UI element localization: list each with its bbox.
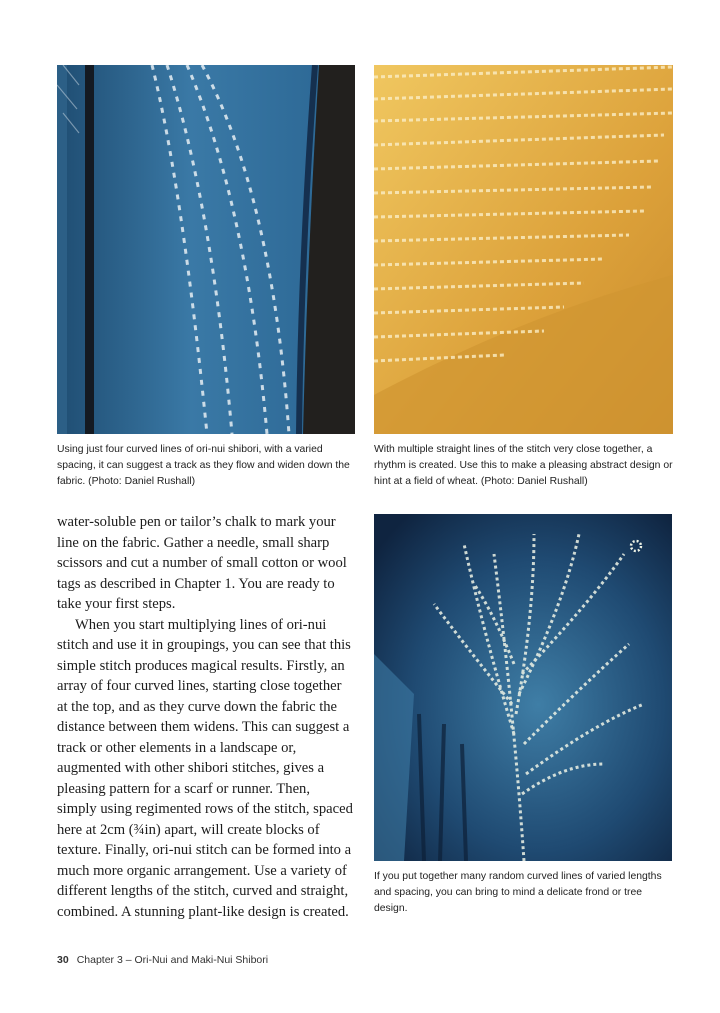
photo-indigo-curved-lines — [57, 65, 355, 434]
body-paragraph: When you start multiplying lines of ori-nui stitch and use it in groupings, you can see that this simple stitch produces magical results. Firstly, an array of four curved lines, starting close together at the top, and as they curve down the fabric the distance between them widens. This can suggest a track or other elements in a landscape or, augmented with other shibori stitches, gives a pleasing pattern for a scarf or runner. Then, simply using regimented rows of the stitch, spaced here at 2cm (¾in) apart, will create blocks of texture. Finally, ori-nui stitch can be formed into a much more organic arrangement. Use a variety of different lengths of the stitch, curved and straight, combined. A stunning plant-like design is created. — [57, 616, 353, 920]
photo-indigo-frond — [374, 514, 672, 861]
chapter-title: Chapter 3 – Ori-Nui and Maki-Nui Shibori — [76, 954, 269, 966]
caption-indigo-curved: Using just four curved lines of ori-nui shibori, with a varied spacing, it can suggest a track as they flow and widen down the fabric. (Photo: Daniel Rushall) — [57, 444, 350, 487]
body-paragraph: water-soluble pen or tailor’s chalk to mark your line on the fabric. Gather a needle, small sharp scissors and cut a number of small cotton or wool tags as described in Chapter 1. You are ready to take your first steps. — [57, 514, 347, 612]
photo-yellow-straight-lines — [374, 65, 673, 434]
page-number: 30 — [57, 954, 69, 966]
caption-indigo-frond: If you put together many random curved lines of varied lengths and spacing, you can bring to mind a delicate frond or tree design. — [374, 871, 662, 914]
caption-yellow-straight: With multiple straight lines of the stitch very close together, a rhythm is created. Use this to make a pleasing abstract design or hint at a field of wheat. (Photo: Daniel Rushall) — [374, 444, 673, 487]
page-footer — [57, 954, 268, 966]
body-text — [57, 512, 353, 922]
